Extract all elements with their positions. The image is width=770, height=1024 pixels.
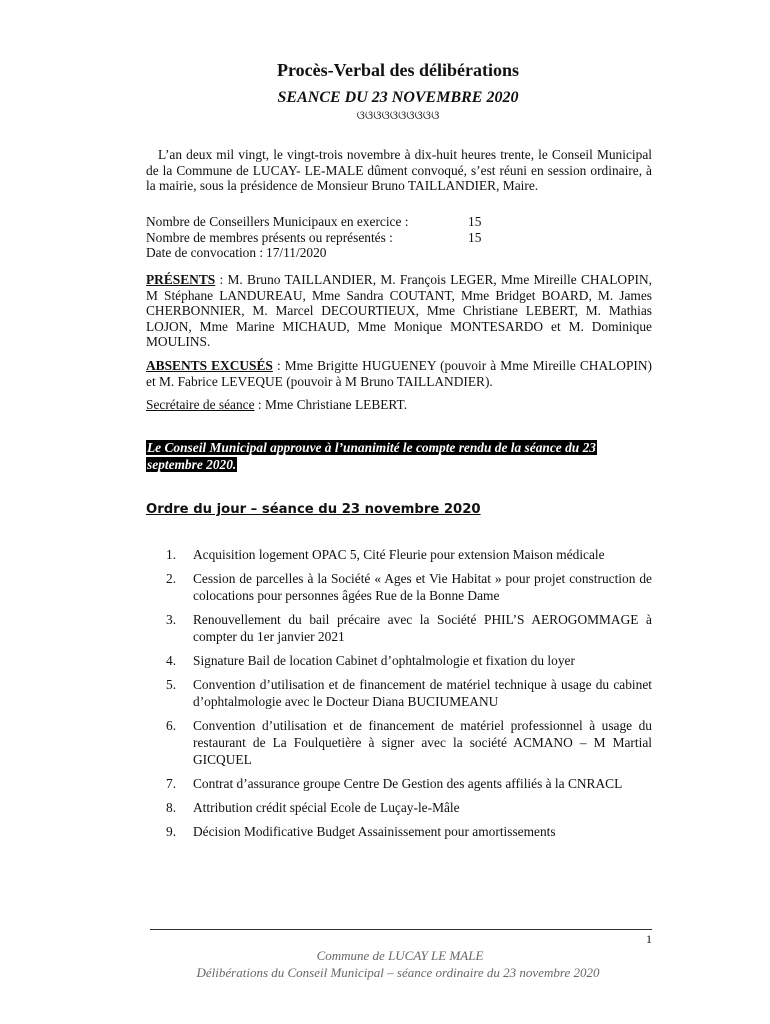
presents-text: : M. Bruno TAILLANDIER, M. François LEGER, Mme Mireille CHALOPIN, M Stéphane LANDUREAU, Mme Sandra COUTANT, Mme Bridget BOARD, M. James CHERBONNIER, M. Marcel DECOURTIEUX, Mme Christiane LEBERT, M. Mathias LOJON, Mme Marine MICHAUD, Mme Monique MONTESARDO et M. Dominique MOULINS. [146, 272, 652, 350]
decorative-ornament: ଓଓଓଓଓଓଓଓଓଓ [356, 108, 440, 122]
stats-row [146, 245, 652, 261]
presents-label: PRÉSENTS [146, 272, 216, 287]
agenda-item-number: 7. [166, 776, 177, 791]
agenda-list [166, 546, 652, 847]
agenda-item [166, 717, 652, 768]
agenda-item-number: 8. [166, 800, 177, 815]
agenda-item-number: 5. [166, 677, 177, 692]
agenda-item [166, 823, 652, 840]
stats-row [146, 230, 652, 246]
stats-value: 15 [468, 229, 482, 245]
absents-label: ABSENTS EXCUSÉS [146, 358, 273, 373]
agenda-item-number: 1. [166, 547, 177, 562]
presents-paragraph [146, 272, 652, 350]
agenda-item-text: Convention d’utilisation et de financement de matériel technique à usage du cabinet d’ophtalmologie avec le Docteur Diana BUCIUMEANU [193, 677, 652, 709]
secretary-label: Secrétaire de séance [146, 397, 255, 412]
stats-label: Nombre de membres présents ou représentés : [146, 229, 393, 245]
page-number: 1 [646, 932, 652, 946]
agenda-item-text: Attribution crédit spécial Ecole de Luçay-le-Mâle [193, 800, 460, 815]
agenda-item [166, 546, 652, 563]
document-title: Procès-Verbal des délibérations [277, 60, 519, 80]
footer-divider [150, 929, 652, 930]
agenda-item-text: Signature Bail de location Cabinet d’ophtalmologie et fixation du loyer [193, 653, 575, 668]
agenda-item [166, 799, 652, 816]
stats-label: Nombre de Conseillers Municipaux en exercice : [146, 214, 409, 229]
stats-label: Date de convocation : [146, 245, 264, 261]
session-subtitle: SEANCE DU 23 NOVEMBRE 2020 [277, 89, 519, 106]
secretary-text: : Mme Christiane LEBERT. [254, 397, 408, 412]
agenda-item [166, 570, 652, 604]
agenda-item [166, 676, 652, 710]
agenda-item-number: 2. [166, 571, 177, 586]
stats-row [146, 214, 652, 230]
footer-commune: Commune de LUCAY LE MALE [316, 948, 484, 963]
approval-text: Le Conseil Municipal approuve à l’unanimité le compte rendu de la séance du 23 septembre 2020. [147, 440, 596, 472]
approval-statement [146, 440, 652, 473]
agenda-item-text: Renouvellement du bail précaire avec la Société PHIL’S AEROGOMMAGE à compter du 1er janvier 2021 [193, 612, 652, 644]
absents-text: : Mme Brigitte HUGUENEY (pouvoir à Mme Mireille CHALOPIN) et M. Fabrice LEVEQUE (pouvoir à M Bruno TAILLANDIER). [146, 358, 652, 389]
agenda-item [166, 652, 652, 669]
intro-paragraph: L’an deux mil vingt, le vingt-trois novembre à dix-huit heures trente, le Conseil Municipal de la Commune de LUCAY- LE-MALE dûment convoqué, s’est réuni en session ordinaire, à la mairie, sous la présidence de Monsieur Bruno TAILLANDIER, Maire. [146, 147, 652, 194]
footer-description: Délibérations du Conseil Municipal – séance ordinaire du 23 novembre 2020 [196, 965, 600, 980]
agenda-item-text: Décision Modificative Budget Assainissement pour amortissements [193, 824, 556, 839]
agenda-item-text: Convention d’utilisation et de financement de matériel professionnel à usage du restaurant de La Foulquetière à signer avec la société ACMANO – M Martial GICQUEL [193, 718, 652, 767]
agenda-item-number: 6. [166, 718, 177, 733]
agenda-item [166, 611, 652, 645]
agenda-item-text: Contrat d’assurance groupe Centre De Gestion des agents affiliés à la CNRACL [193, 776, 623, 791]
agenda-item-text: Cession de parcelles à la Société « Ages et Vie Habitat » pour projet construction de colocations pour personnes âgées Rue de la Bonne Dame [193, 571, 652, 603]
agenda-item-number: 4. [166, 653, 177, 668]
stats-value: 17/11/2020 [266, 245, 327, 261]
absents-paragraph [146, 358, 652, 389]
secretary-paragraph [146, 397, 652, 413]
agenda-item [166, 775, 652, 792]
agenda-item-number: 9. [166, 824, 177, 839]
stats-value: 15 [468, 214, 482, 229]
stats-block [146, 214, 652, 261]
agenda-item-number: 3. [166, 612, 177, 627]
agenda-title: Ordre du jour – séance du 23 novembre 2020 [146, 502, 481, 517]
agenda-item-text: Acquisition logement OPAC 5, Cité Fleurie pour extension Maison médicale [193, 547, 605, 562]
